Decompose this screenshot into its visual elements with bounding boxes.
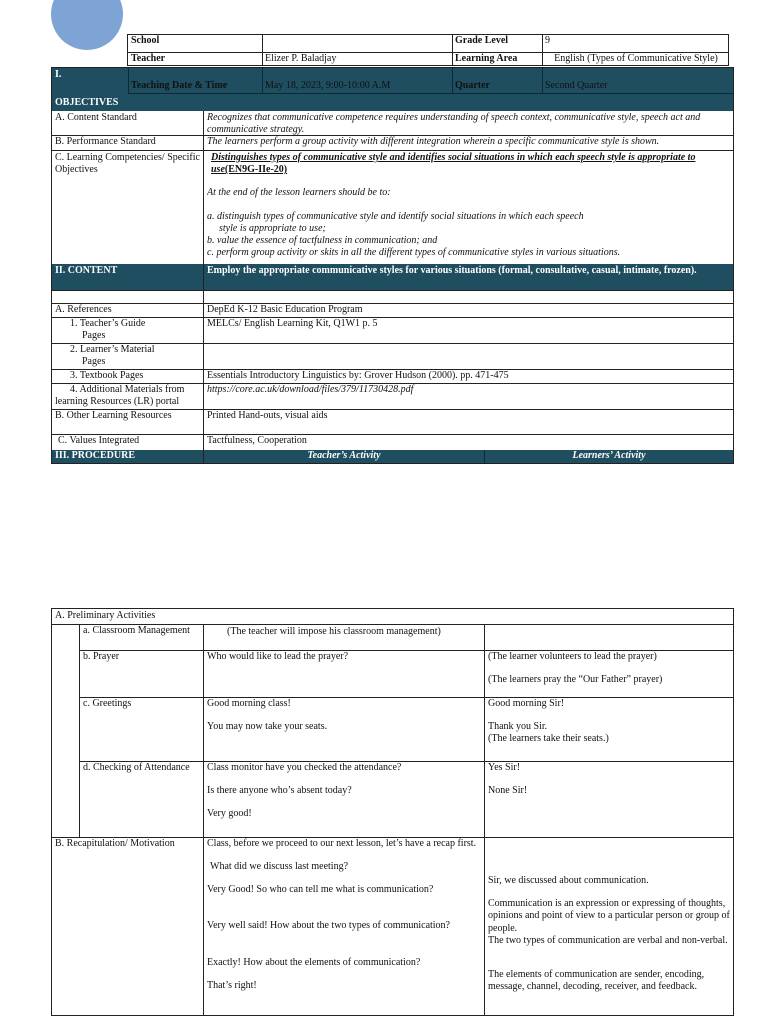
header-table <box>127 34 729 66</box>
additional-materials-link[interactable]: https://core.ac.uk/download/files/379/11730428.pdf <box>207 384 414 395</box>
school-value <box>265 35 453 51</box>
attendance-teacher: Class monitor have you checked the attendance? Is there anyone who’s absent today? Very good! <box>207 762 402 820</box>
preliminary-title: A. Preliminary Activities <box>55 610 156 621</box>
section-number: I. <box>55 69 62 80</box>
values-integrated-label: C. Values Integrated <box>58 435 140 446</box>
prayer-learner: (The learner volunteers to lead the prayer) (The learners pray the “Our Father” prayer) <box>488 651 663 686</box>
learners-material-label: 2. Learner’s Material Pages <box>70 344 155 368</box>
greetings-label: c. Greetings <box>83 698 132 709</box>
school-label: School <box>131 35 160 46</box>
content-text: Employ the appropriate communicative styles for various situations (formal, consultative, casual, intimate, frozen). <box>207 265 697 276</box>
competency-main: Distinguishes types of communicative style and identifies social situations in which each speech style is appropriate to use(EN9G-IIe-20) <box>211 152 696 176</box>
objectives-intro: At the end of the lesson learners should be to: <box>207 187 391 199</box>
greetings-teacher: Good morning class! You may now take your seats. <box>207 698 328 733</box>
performance-standard-text: The learners perform a group activity with different integration wherein a specific communicative style is shown. <box>207 136 660 147</box>
grade-level-label: Grade Level <box>455 35 509 46</box>
classroom-management-label: a. Classroom Management <box>83 625 190 636</box>
quarter-label: Quarter <box>455 80 490 91</box>
textbook-pages-label: 3. Textbook Pages <box>70 370 144 381</box>
prayer-label: b. Prayer <box>83 651 120 662</box>
objective-c: c. perform group activity or skits in all the different types of communicative styles in various situations. <box>207 247 621 259</box>
references-label: A. References <box>55 304 112 315</box>
values-integrated-value: Tactfulness, Cooperation <box>207 435 307 446</box>
objectives-table <box>51 67 734 464</box>
content-title: II. CONTENT <box>55 265 118 276</box>
content-standard-label: A. Content Standard <box>55 112 137 123</box>
quarter-value: Second Quarter <box>545 80 608 91</box>
prayer-teacher: Who would like to lead the prayer? <box>207 651 349 662</box>
teacher-activity-header: Teacher’s Activity <box>307 450 381 461</box>
performance-standard-label: B. Performance Standard <box>55 136 156 147</box>
teaching-date-value: May 18, 2023, 9:00-10:00 A.M <box>265 80 391 91</box>
textbook-pages-value: Essentials Introductory Linguistics by: Grover Hudson (2000). pp. 471-475 <box>207 370 509 381</box>
learning-area-value: English (Types of Communicative Style) <box>554 53 718 64</box>
competencies-label: C. Learning Competencies/ Specific Objectives <box>55 152 200 176</box>
recap-learner: Sir, we discussed about communication. Communication is an expression or expressing of thoughts, opinions and point of view to a particular person or group of people. The two types of communication are verbal and non-verbal. The elements of communication are sender, encoding, message, channel, decoding, receiver, and feedback. <box>488 875 730 993</box>
teaching-date-label: Teaching Date & Time <box>131 80 228 91</box>
additional-materials-label: 4. Additional Materials from learning Resources (LR) portal <box>55 384 185 408</box>
objectives-title: OBJECTIVES <box>55 97 119 108</box>
attendance-learner: Yes Sir! None Sir! <box>488 762 528 797</box>
teacher-label: Teacher <box>131 53 166 64</box>
grade-level-value: 9 <box>545 35 550 46</box>
procedure-title: III. PROCEDURE <box>55 450 136 461</box>
procedure-table <box>51 608 734 1016</box>
teacher-value: Elizer P. Baladjay <box>265 53 337 64</box>
objective-a-cont: style is appropriate to use; <box>219 222 326 234</box>
decorative-circle <box>51 0 123 50</box>
objective-a: a. distinguish types of communicative style and identify social situations in which each speech <box>207 210 584 222</box>
competency-code: (EN9G-IIe-20) <box>224 164 288 176</box>
greetings-learner: Good morning Sir! Thank you Sir. (The learners take their seats.) <box>488 698 609 745</box>
learner-activity-header: Learners’ Activity <box>572 450 646 461</box>
teachers-guide-label: 1. Teacher’s Guide Pages <box>70 318 146 342</box>
content-standard-text: Recognizes that communicative competence requires understanding of speech context, communicative style, speech act and communicative strategy. <box>207 112 701 136</box>
other-resources-label: B. Other Learning Resources <box>55 410 172 421</box>
teachers-guide-value: MELCs/ English Learning Kit, Q1W1 p. 5 <box>207 318 378 329</box>
classroom-management-teacher: (The teacher will impose his classroom management) <box>227 626 441 637</box>
other-resources-value: Printed Hand-outs, visual aids <box>207 410 328 421</box>
objective-b: b. value the essence of tactfulness in communication; and <box>207 234 438 246</box>
attendance-label: d. Checking of Attendance <box>83 762 190 773</box>
references-value: DepEd K-12 Basic Education Program <box>207 304 363 315</box>
competencies-cell <box>207 152 733 264</box>
recap-label: B. Recapitulation/ Motivation <box>55 838 175 849</box>
learners-material-value <box>207 344 731 357</box>
recap-teacher: Class, before we proceed to our next lesson, let’s have a recap first. What did we discuss last meeting? Very Good! So who can tell me what is communication? Very well said! How about the two types of communication? Exactly! How about the elements of communication? That’s right! <box>207 838 477 991</box>
learning-area-label: Learning Area <box>455 53 518 64</box>
